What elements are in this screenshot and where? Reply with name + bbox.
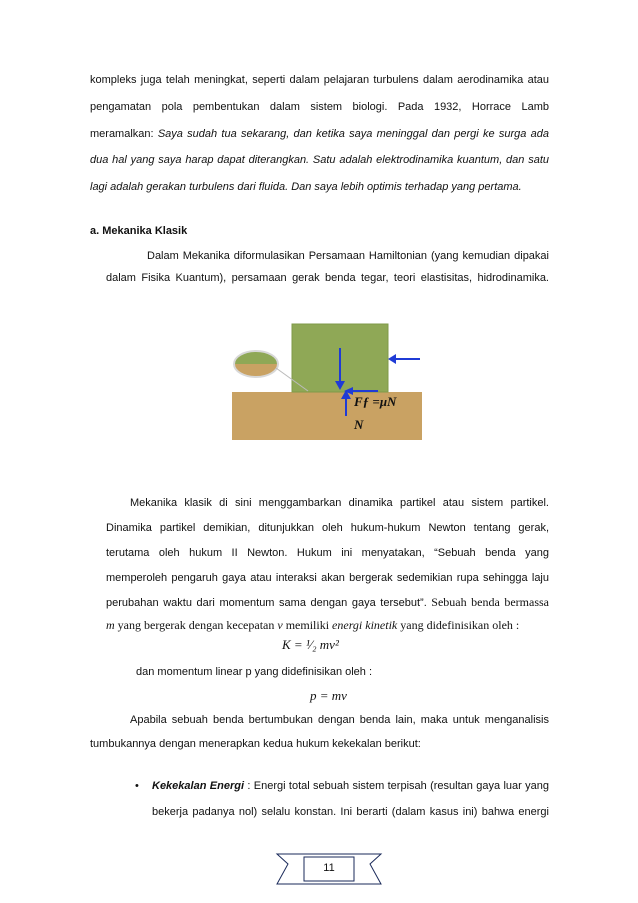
intro-line-5: lagi adalah gerakan turbulens dari fluida. Dan saya lebih optimis terhadap yang pertama.: [90, 181, 522, 193]
section-p1-line-2: dalam Fisika Kuantum), persamaan gerak benda tegar, teori elastisitas, hidrodinamika.: [106, 272, 549, 284]
intro-line-3: [90, 127, 549, 141]
lamb-quote-start: Saya sudah tua sekarang, dan ketika saya meninggal dan pergi ke surga ada: [157, 128, 549, 140]
body-p2-line-4: memperoleh pengaruh gaya atau interaksi akan bergerak sedemikian rupa sehingga laju: [106, 572, 549, 584]
body-p2-line-5: [106, 595, 549, 610]
body-p3-line-2: tumbukannya dengan menerapkan kedua hukum kekekalan berikut:: [90, 738, 421, 750]
intro-line-4: dua hal yang saya harap dapat diterangkan. Satu adalah elektrodinamika kuantum, dan satu: [90, 154, 549, 166]
bullet-line-1-rest: : Energi total sebuah sistem terpisah (resultan gaya luar yang: [244, 780, 549, 792]
velocity-symbol: v: [277, 618, 283, 632]
section-heading: a. Mekanika Klasik: [90, 225, 188, 237]
body-p2-line-6-a: yang bergerak dengan kecepatan: [114, 618, 278, 632]
bullet-line-1: [152, 779, 549, 793]
body-p2-line-6: [106, 618, 519, 632]
intro-line-2: pengamatan pola pembentukan dalam sistem biologi. Pada 1932, Horrace Lamb: [90, 101, 549, 113]
body-p2-line-1: Mekanika klasik di sini menggambarkan dinamika partikel atau sistem partikel.: [130, 497, 549, 509]
friction-diagram: [232, 316, 422, 440]
body-p2-line-6-c: yang didefinisikan oleh :: [397, 618, 520, 632]
momentum-line: dan momentum linear p yang didefinisikan oleh :: [136, 666, 373, 678]
body-p2-line-5-a: perubahan waktu dari momentum sama dengan gaya tersebut”.: [106, 597, 427, 609]
kinetic-energy-term: energi kinetik: [332, 618, 398, 632]
bullet-dot: •: [135, 780, 139, 792]
mass-symbol: m: [106, 618, 115, 632]
bullet-line-2: bekerja padanya nol) selalu konstan. Ini berarti (dalam kasus ini) bahwa energi: [152, 806, 549, 818]
body-p3-line-1: Apabila sebuah benda bertumbukan dengan benda lain, maka untuk menganalisis: [130, 714, 549, 726]
intro-line-1: kompleks juga telah meningkat, seperti dalam pelajaran turbulens dalam aerodinamika atau: [90, 74, 549, 86]
bullet-title: Kekekalan Energi: [152, 780, 245, 792]
page-number: 11: [323, 862, 335, 874]
friction-label: Fƒ =μN: [354, 394, 397, 409]
body-p2-line-3: terutama oleh hukum II Newton. Hukum ini menyatakan, “Sebuah benda yang: [106, 547, 549, 559]
body-p2-line-2: Dinamika partikel demikian, ditunjukkan oleh hukum-hukum Newton tentang gerak,: [106, 522, 549, 534]
body-p2-line-5-b: Sebuah benda bermassa: [426, 595, 549, 609]
intro-line-3-normal: meramalkan:: [90, 128, 158, 140]
kinetic-energy-formula: K = ¹⁄₂ mv²: [282, 637, 339, 652]
page-number-box: [274, 852, 384, 886]
friction-diagram-svg: [232, 316, 422, 440]
section-p1-line-1: Dalam Mekanika diformulasikan Persamaan Hamiltonian (yang kemudian dipakai: [147, 250, 549, 262]
normal-label: N: [354, 417, 364, 432]
body-p2-line-6-b: memiliki: [282, 618, 333, 632]
momentum-formula: p = mv: [310, 688, 347, 703]
